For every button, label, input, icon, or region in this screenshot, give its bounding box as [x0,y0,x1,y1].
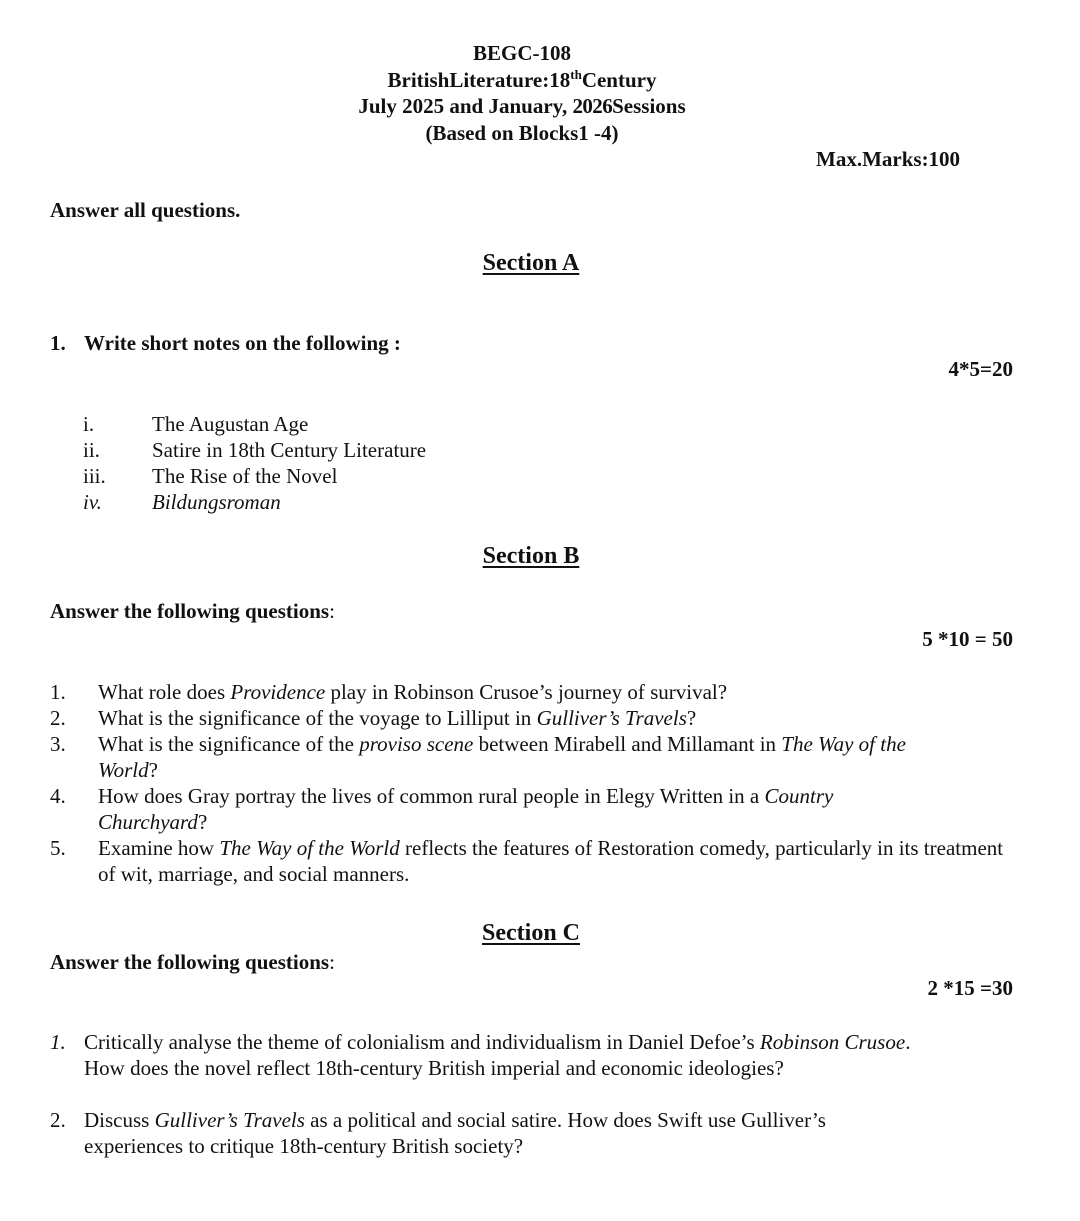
question-number: 1. [50,1030,66,1054]
item-number: i. [83,412,95,436]
max-marks: Max.Marks:100 [816,147,961,171]
text-segment: reflects the features of Restoration comedy, particularly in its treatment of wit, marriage, and social manners. [98,836,1004,886]
paper-header [0,40,1044,146]
course-title-main: BritishLiterature:18 [387,67,571,92]
list-item [83,489,426,515]
italic-title: The Way of the World [219,836,400,860]
sessions [0,93,1044,120]
text-segment: What role does [98,680,231,704]
item-number: iv. [83,490,102,514]
section-b-marks: 5 *10 = 50 [922,627,1013,651]
sessions-label: Sessions [612,94,686,118]
question-number: 1. [50,680,66,704]
text-segment: Examine how [98,836,220,860]
instruction-colon: : [329,950,335,974]
question-item [50,679,1005,705]
list-item [83,411,426,437]
text-segment: ? [197,810,208,834]
section-a-title: Section A [482,250,580,276]
question-text [98,679,1005,705]
sessions-year: 2026 [572,94,613,118]
section-a-marks: 4*5=20 [948,357,1013,381]
text-segment: . How does the novel reflect 18th-century British imperial and economic ideologies? [84,1030,911,1080]
text-segment: How does Gray portray the lives of common rural people in Elegy Written in a [98,784,765,808]
text-segment: Discuss [84,1108,155,1132]
section-c-instruction [50,950,335,975]
section-a-question [50,331,401,356]
section-b-title: Section B [482,543,580,569]
question-item [50,1107,940,1159]
question-item [50,783,1005,835]
question-item [50,1029,940,1081]
course-code: BEGC-108 [472,41,571,65]
italic-title: The Way of the World [98,732,906,782]
question-text [98,731,928,783]
question-number: 4. [50,784,66,808]
item-text: The Rise of the Novel [152,464,338,488]
list-item [83,463,426,489]
blocks-note: (Based on Blocks1 -4) [425,120,619,145]
text-segment: Critically analyse the theme of colonialism and individualism in Daniel Defoe’s [84,1030,760,1054]
text-segment: between Mirabell and Millamant in [473,732,782,756]
course-title [0,67,1044,94]
text-segment: ? [148,758,158,782]
item-number: ii. [83,438,100,462]
instruction-text: Answer the following questions [50,599,330,623]
section-c-questions [50,1029,940,1159]
text-segment: as a political and social satire. How does Swift use Gulliver’s experiences to critique 18th-century British society? [84,1108,826,1158]
text-segment: play in Robinson Crusoe’s journey of survival? [325,680,728,704]
question-text [98,835,1005,887]
question-text [84,1107,899,1159]
instruction-text: Answer the following questions [50,950,330,974]
list-item [83,437,426,463]
italic-title: Providence [230,680,326,704]
text-segment: What is the significance of the [98,732,360,756]
section-a-items [83,411,426,515]
question-number: 2. [50,706,66,730]
question-text: Write short notes on the following : [84,331,401,355]
question-item [50,731,1005,783]
italic-title: Country Churchyard [98,784,834,834]
text-segment: ? [686,706,697,730]
section-c-marks: 2 *15 =30 [927,976,1013,1000]
general-instruction: Answer all questions. [50,198,241,222]
question-number: 1. [50,331,66,355]
course-title-end: Century [581,67,657,92]
item-text: Satire in 18th Century Literature [152,438,427,462]
question-number: 5. [50,836,66,860]
question-text [98,705,1005,731]
italic-title: Robinson Crusoe [759,1030,906,1054]
course-title-sup: th [570,66,582,82]
question-item [50,835,1005,887]
question-number: 3. [50,732,66,756]
question-text [84,1029,914,1081]
question-number: 2. [50,1108,66,1132]
question-text [98,783,904,835]
item-number: iii. [83,464,106,488]
section-b-questions [50,679,1005,887]
item-text: Bildungsroman [152,490,281,514]
italic-title: Gulliver’s Travels [536,706,687,730]
instruction-colon: : [329,599,335,623]
item-text: The Augustan Age [152,412,309,436]
section-c-title: Section C [482,920,580,946]
text-segment: What is the significance of the voyage to Lilliput in [98,706,537,730]
question-item [50,705,1005,731]
section-b-instruction [50,599,335,624]
sessions-text: July 2025 and January, [358,94,573,118]
italic-title: Gulliver’s Travels [154,1108,305,1132]
italic-title: proviso scene [359,732,474,756]
